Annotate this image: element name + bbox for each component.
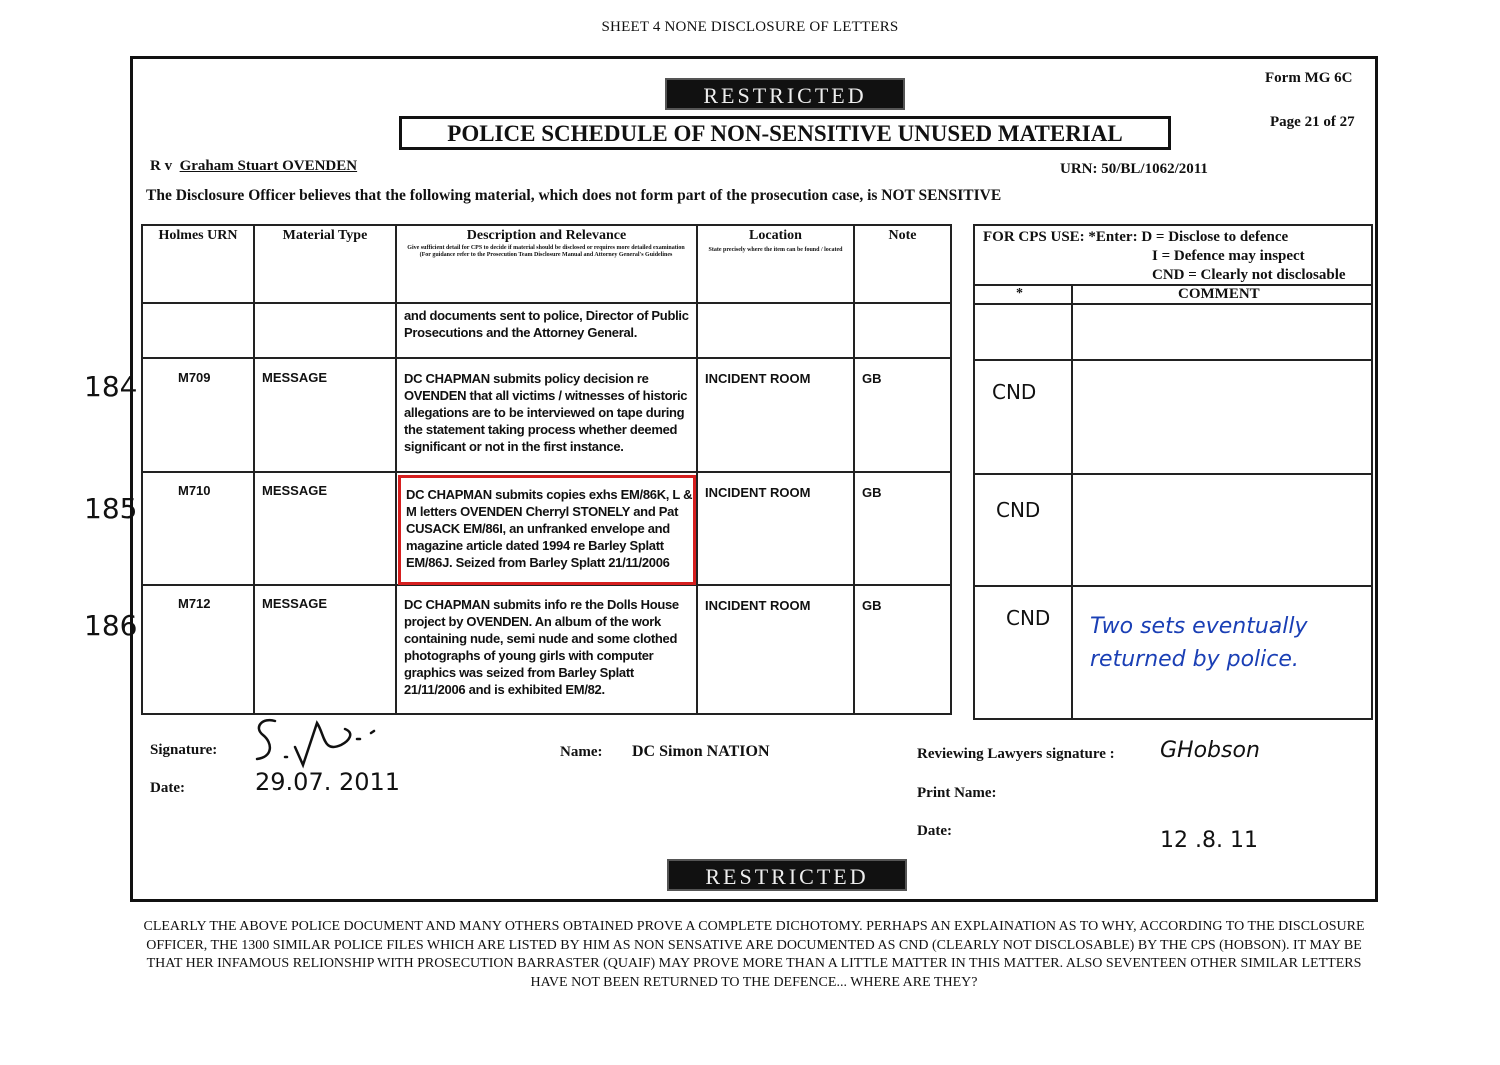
header-material-type: Material Type bbox=[282, 228, 368, 243]
table-cell-urn: M710 bbox=[178, 483, 211, 498]
footer-commentary: CLEARLY THE ABOVE POLICE DOCUMENT AND MANY OTHERS OBTAINED PROVE A COMPLETE DICHOTOMY. PERHAPS AN EXPLAINATION AS TO WHY, ACCORDING TO THE DISCLOSURE OFFICER, THE 1300 SIMILAR POLICE FILES WHICH ARE LISTED BY HIM AS NON SENSATIVE ARE DOCUMENTED AS CND (CLEARLY NOT DISCLOSABLE) BY THE CPS (HOBSON). IT MAY BE THAT HER INFAMOUS RELIONSHIP WITH PROSECUTION BARRASTER (QUAIF) MAY PROVE MORE THAN A LITTLE MATTER IN THIS MATTER. ALSO SEVENTEEN OTHER SIMILAR LETTERS HAVE NOT BEEN RETURNED TO THE DEFENCE... WHERE ARE THEY? bbox=[143, 919, 1365, 990]
restricted-banner-top: RESTRICTED bbox=[665, 78, 905, 110]
table-cell-type: MESSAGE bbox=[262, 370, 328, 385]
urn-label: URN: bbox=[1060, 161, 1098, 177]
page-title: POLICE SCHEDULE OF NON-SENSITIVE UNUSED MATERIAL bbox=[399, 116, 1171, 150]
case-prefix: R v bbox=[150, 158, 173, 174]
print-name-label: Print Name: bbox=[917, 785, 997, 801]
table-cell-location: INCIDENT ROOM bbox=[705, 485, 811, 500]
signature-label: Signature: bbox=[150, 742, 218, 758]
cps-comment-header: COMMENT bbox=[1178, 286, 1260, 302]
table-cell-urn: M712 bbox=[178, 596, 211, 611]
continuation-text: and documents sent to police, Director of Public Prosecutions and the Attorney General. bbox=[404, 308, 689, 340]
reviewer-date: 12 .8. 11 bbox=[1160, 828, 1258, 853]
defendant-name: Graham Stuart OVENDEN bbox=[179, 158, 358, 174]
sheet-title: SHEET 4 NONE DISCLOSURE OF LETTERS bbox=[601, 19, 899, 35]
cps-mark-184: CND bbox=[992, 380, 1037, 404]
table-cell-urn: M709 bbox=[178, 370, 211, 385]
header-holmes-urn: Holmes URN bbox=[158, 228, 238, 243]
cps-use-title: FOR CPS USE: *Enter: D = Disclose to defence bbox=[983, 229, 1289, 245]
officer-signature bbox=[245, 713, 395, 771]
table-cell-type: MESSAGE bbox=[262, 596, 328, 611]
cps-comment-186: Two sets eventually returned by police. bbox=[1090, 614, 1308, 672]
case-reference bbox=[150, 158, 357, 175]
row-number-184: 184 bbox=[84, 370, 138, 403]
restricted-banner-bottom: RESTRICTED bbox=[667, 859, 907, 891]
cps-star-header: * bbox=[1016, 286, 1023, 301]
officer-name: DC Simon NATION bbox=[632, 743, 770, 760]
cps-use-line-2: I = Defence may inspect bbox=[1152, 248, 1305, 264]
table-cell-description: DC CHAPMAN submits copies exhs EM/86K, L & M letters OVENDEN Cherryl STONELY and Pat CUSACK EM/86I, an unfranked envelope and magazine article dated 1994 re Barley Splatt EM/86J. Seized from Barley Splatt 21/11/2006 bbox=[406, 487, 693, 570]
header-description: Description and Relevance bbox=[466, 228, 627, 243]
urn-value: 50/BL/1062/2011 bbox=[1101, 161, 1208, 177]
table-cell-note: GB bbox=[862, 371, 882, 386]
form-code: Form MG 6C bbox=[1265, 70, 1353, 86]
name-label: Name: bbox=[560, 744, 603, 760]
table-cell-description: DC CHAPMAN submits info re the Dolls House project by OVENDEN. An album of the work containing nude, semi nude and some clothed photographs of young girls with computer graphics was seized from Barley Splatt 21/11/2006 and is exhibited EM/82. bbox=[404, 597, 679, 697]
cps-use-line-3: CND = Clearly not disclosable bbox=[1152, 267, 1346, 283]
table-cell-location: INCIDENT ROOM bbox=[705, 598, 811, 613]
reviewer-signature-label: Reviewing Lawyers signature : bbox=[917, 746, 1115, 762]
table-cell-note: GB bbox=[862, 598, 882, 613]
header-location-note: State precisely where the item can be found / located bbox=[708, 247, 843, 253]
reviewer-signature: GHobson bbox=[1160, 738, 1260, 763]
table-cell-note: GB bbox=[862, 485, 882, 500]
header-description-note: Give sufficient detail for CPS to decide if material should be disclosed or requires more detailed examination (For guidance refer to the Prosecution Team Disclosure Manual and Attorney General's Guidelines bbox=[407, 245, 685, 258]
cps-mark-186: CND bbox=[1006, 606, 1051, 630]
reviewer-date-label: Date: bbox=[917, 823, 952, 839]
page-number: Page 21 of 27 bbox=[1270, 114, 1355, 130]
header-location: Location bbox=[749, 228, 802, 243]
cps-mark-185: CND bbox=[996, 498, 1041, 522]
header-note: Note bbox=[888, 228, 917, 243]
date-label: Date: bbox=[150, 780, 185, 796]
urn-reference bbox=[1060, 161, 1208, 178]
intro-statement: The Disclosure Officer believes that the following material, which does not form part of the prosecution case, is NOT SENSITIVE bbox=[146, 187, 1002, 204]
table-cell-type: MESSAGE bbox=[262, 483, 328, 498]
table-cell-description: DC CHAPMAN submits policy decision re OVENDEN that all victims / witnesses of historic allegations are to be interviewed on tape during the statement taking process whether deemed significant or not in the first instance. bbox=[404, 371, 688, 454]
signature-date: 29.07. 2011 bbox=[255, 768, 401, 796]
row-number-186: 186 bbox=[84, 609, 138, 642]
row-number-185: 185 bbox=[84, 492, 138, 525]
table-cell-location: INCIDENT ROOM bbox=[705, 371, 811, 386]
highlight-box bbox=[398, 475, 696, 585]
